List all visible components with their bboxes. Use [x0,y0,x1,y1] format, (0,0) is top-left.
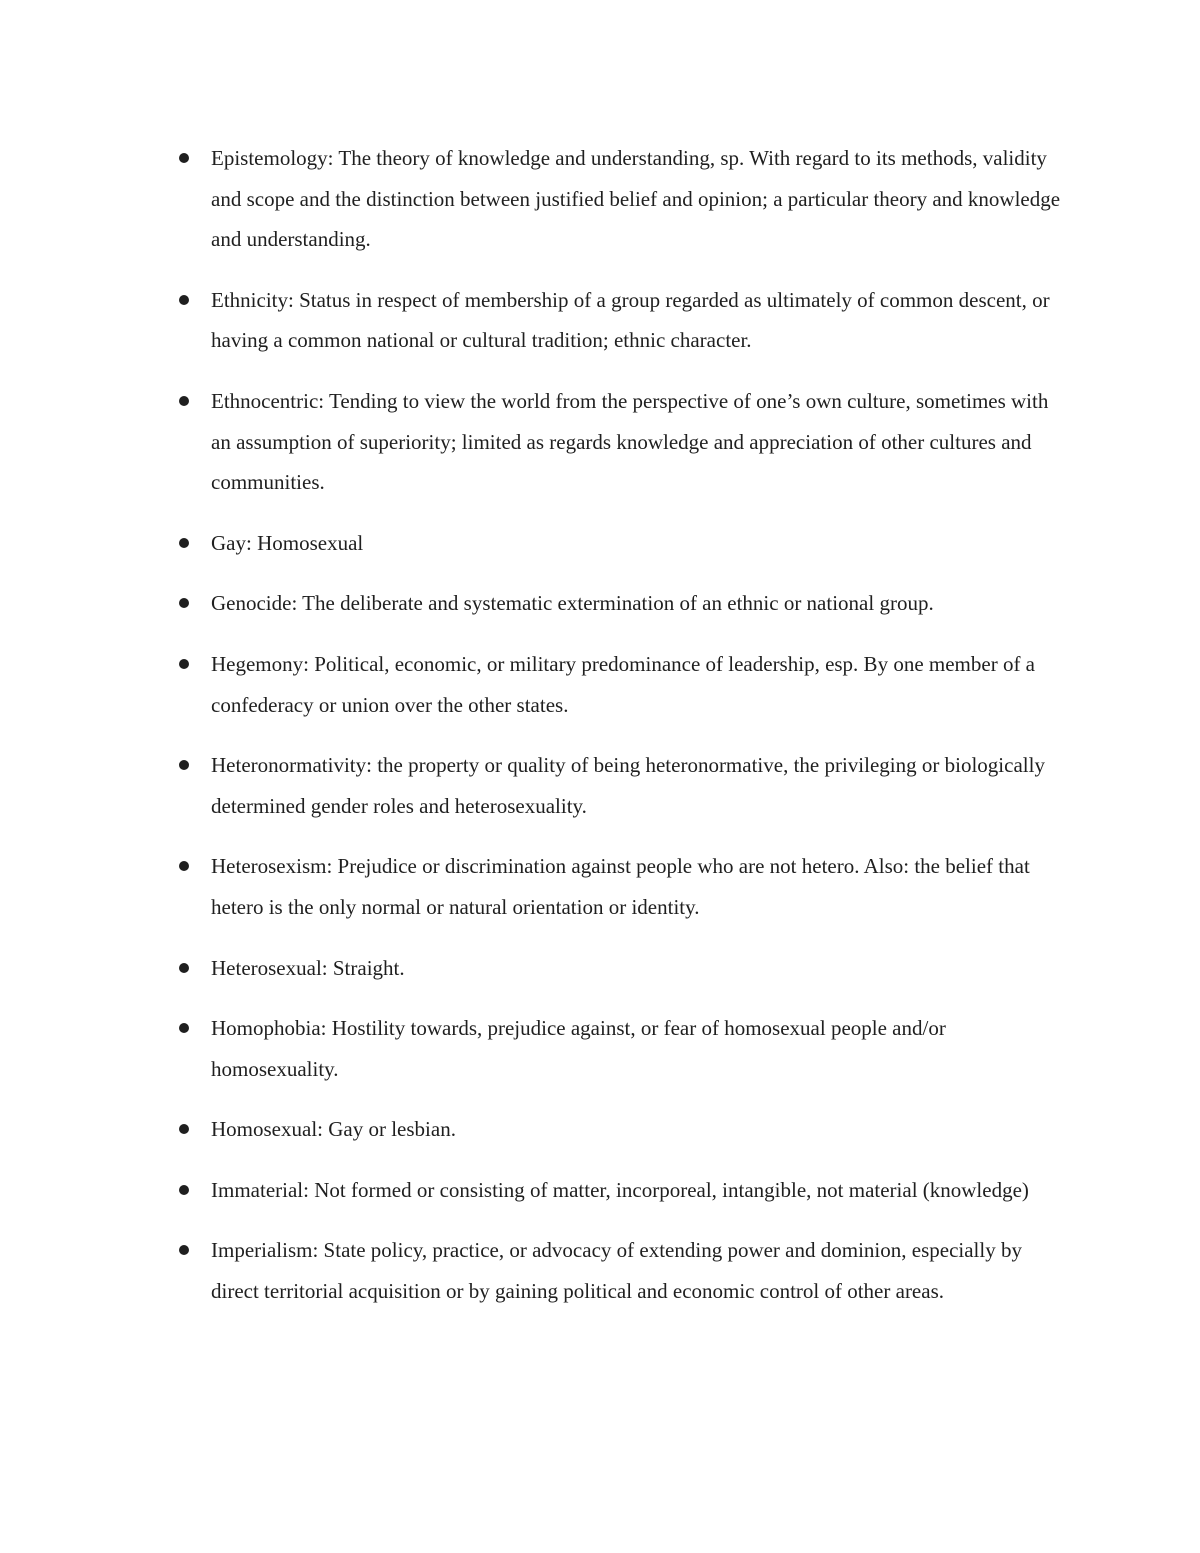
bullet-icon [179,1185,189,1195]
list-item [176,1008,1066,1089]
list-item [176,1170,1066,1211]
entry-text: Imperialism: State policy, practice, or advocacy of extending power and dominion, especially by direct territorial acquisition or by gaining political and economic control of other areas. [211,1238,1022,1304]
list-item [176,1230,1066,1311]
list-item [176,138,1066,260]
bullet-icon [179,598,189,608]
bullet-icon [179,1124,189,1134]
entry-text: Hegemony: Political, economic, or military predominance of leadership, esp. By one member of a confederacy or union over the other states. [211,651,1036,717]
bullet-icon [179,1023,189,1033]
glossary-list [176,138,1066,1332]
bullet-icon [179,396,189,406]
entry-text: Homophobia: Hostility towards, prejudice against, or fear of homosexual people and/or homosexuality. [211,1016,946,1081]
list-item [176,644,1066,725]
list-item [176,280,1066,361]
entry-text: Genocide: The deliberate and systematic extermination of an ethnic or national group. [211,591,934,616]
bullet-icon [179,153,189,163]
entry-text: Ethnicity: Status in respect of membership of a group regarded as ultimately of common descent, or having a common national or cultural tradition; ethnic character. [211,287,1050,353]
bullet-icon [179,1245,189,1255]
bullet-icon [179,538,189,548]
entry-text: Heteronormativity: the property or quality of being heteronormative, the privileging or biologically determined gender roles and heterosexuality. [211,753,1045,818]
entry-text: Epistemology: The theory of knowledge and understanding, sp. With regard to its methods, validity and scope and the distinction between justified belief and opinion; a particular theory and knowledge and understanding. [211,146,1061,252]
list-item [176,948,1066,989]
entry-text: Heterosexual: Straight. [211,955,405,980]
bullet-icon [179,760,189,770]
list-item [176,381,1066,503]
list-item [176,745,1066,826]
bullet-icon [179,659,189,669]
entry-text: Heterosexism: Prejudice or discrimination against people who are not hetero. Also: the belief that hetero is the only normal or natural orientation or identity. [211,854,1030,919]
list-item [176,583,1066,624]
entry-text: Homosexual: Gay or lesbian. [211,1117,456,1142]
list-item [176,523,1066,564]
bullet-icon [179,295,189,305]
entry-text: Ethnocentric: Tending to view the world from the perspective of one’s own culture, sometimes with an assumption of superiority; limited as regards knowledge and appreciation of other cultures and communities. [211,388,1049,495]
bullet-icon [179,861,189,871]
list-item [176,1109,1066,1150]
list-item [176,846,1066,927]
entry-text: Immaterial: Not formed or consisting of matter, incorporeal, intangible, not material (knowledge) [211,1177,1029,1202]
bullet-icon [179,963,189,973]
entry-text: Gay: Homosexual [211,530,364,555]
